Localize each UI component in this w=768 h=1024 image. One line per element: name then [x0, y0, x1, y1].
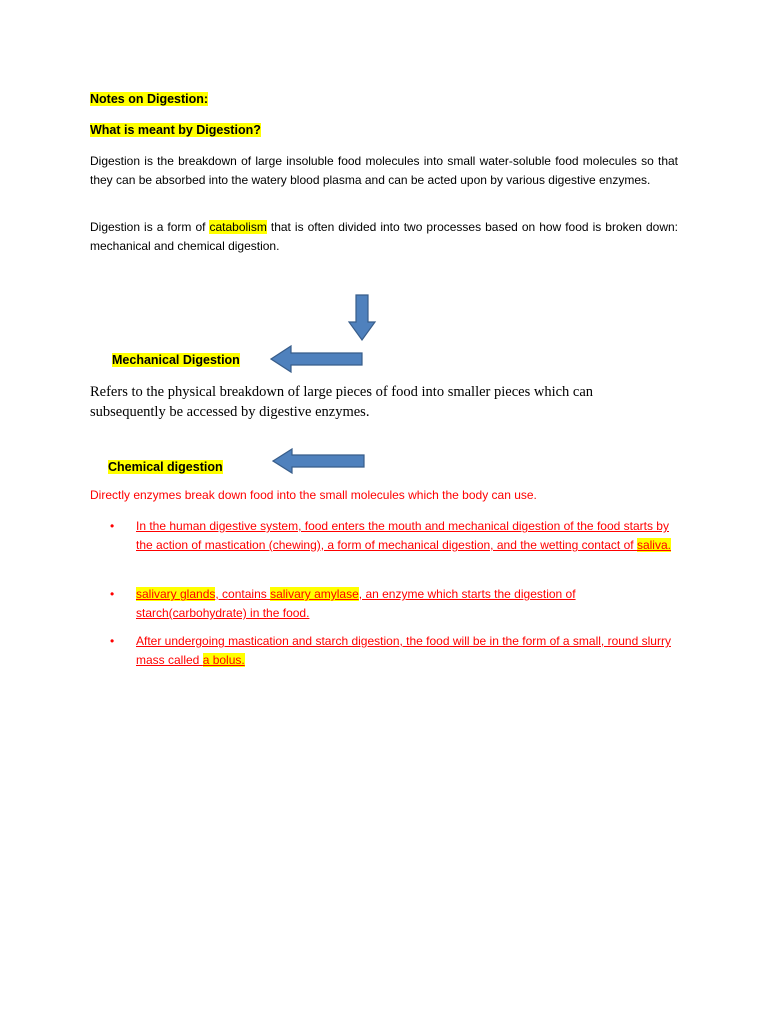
- arrow-left-icon: [270, 344, 364, 374]
- notes-title: Notes on Digestion:: [90, 92, 209, 106]
- paragraph-definition: Digestion is the breakdown of large insoluble food molecules into small water-soluble food molecules so that they can be absorbed into the watery blood plasma and can be acted upon by various digestive enzymes.: [90, 154, 678, 187]
- bullet-icon: •: [110, 519, 115, 533]
- bullet-icon: •: [110, 634, 115, 648]
- question-title: What is meant by Digestion?: [90, 123, 261, 137]
- list-item: • After undergoing mastication and starch digestion, the food will be in the form of a small, round slurry mass called a bolus.: [110, 634, 671, 667]
- mechanical-digestion-heading: Mechanical Digestion: [112, 353, 240, 367]
- mechanical-digestion-text: Refers to the physical breakdown of large pieces of food into smaller pieces which can subsequently be accessed by digestive enzymes.: [90, 384, 594, 420]
- list-item: • salivary glands, contains salivary amylase, an enzyme which starts the digestion of starch(carbohydrate) in the food.: [110, 587, 576, 620]
- bullet-icon: •: [110, 587, 115, 601]
- arrow-down-icon: [347, 294, 377, 342]
- list-item: • In the human digestive system, food enters the mouth and mechanical digestion of the food starts by the action of mastication (chewing), a form of mechanical digestion, and the wetting contact of saliva.: [110, 519, 671, 552]
- paragraph-catabolism: Digestion is a form of catabolism that is often divided into two processes based on how food is broken down: mechanical and chemical digestion.: [90, 220, 679, 253]
- arrow-left-icon: [272, 447, 366, 475]
- chemical-digestion-heading: Chemical digestion: [108, 460, 223, 474]
- chemical-digestion-intro: Directly enzymes break down food into the small molecules which the body can use.: [90, 488, 537, 502]
- catabolism-highlight: catabolism: [209, 220, 267, 234]
